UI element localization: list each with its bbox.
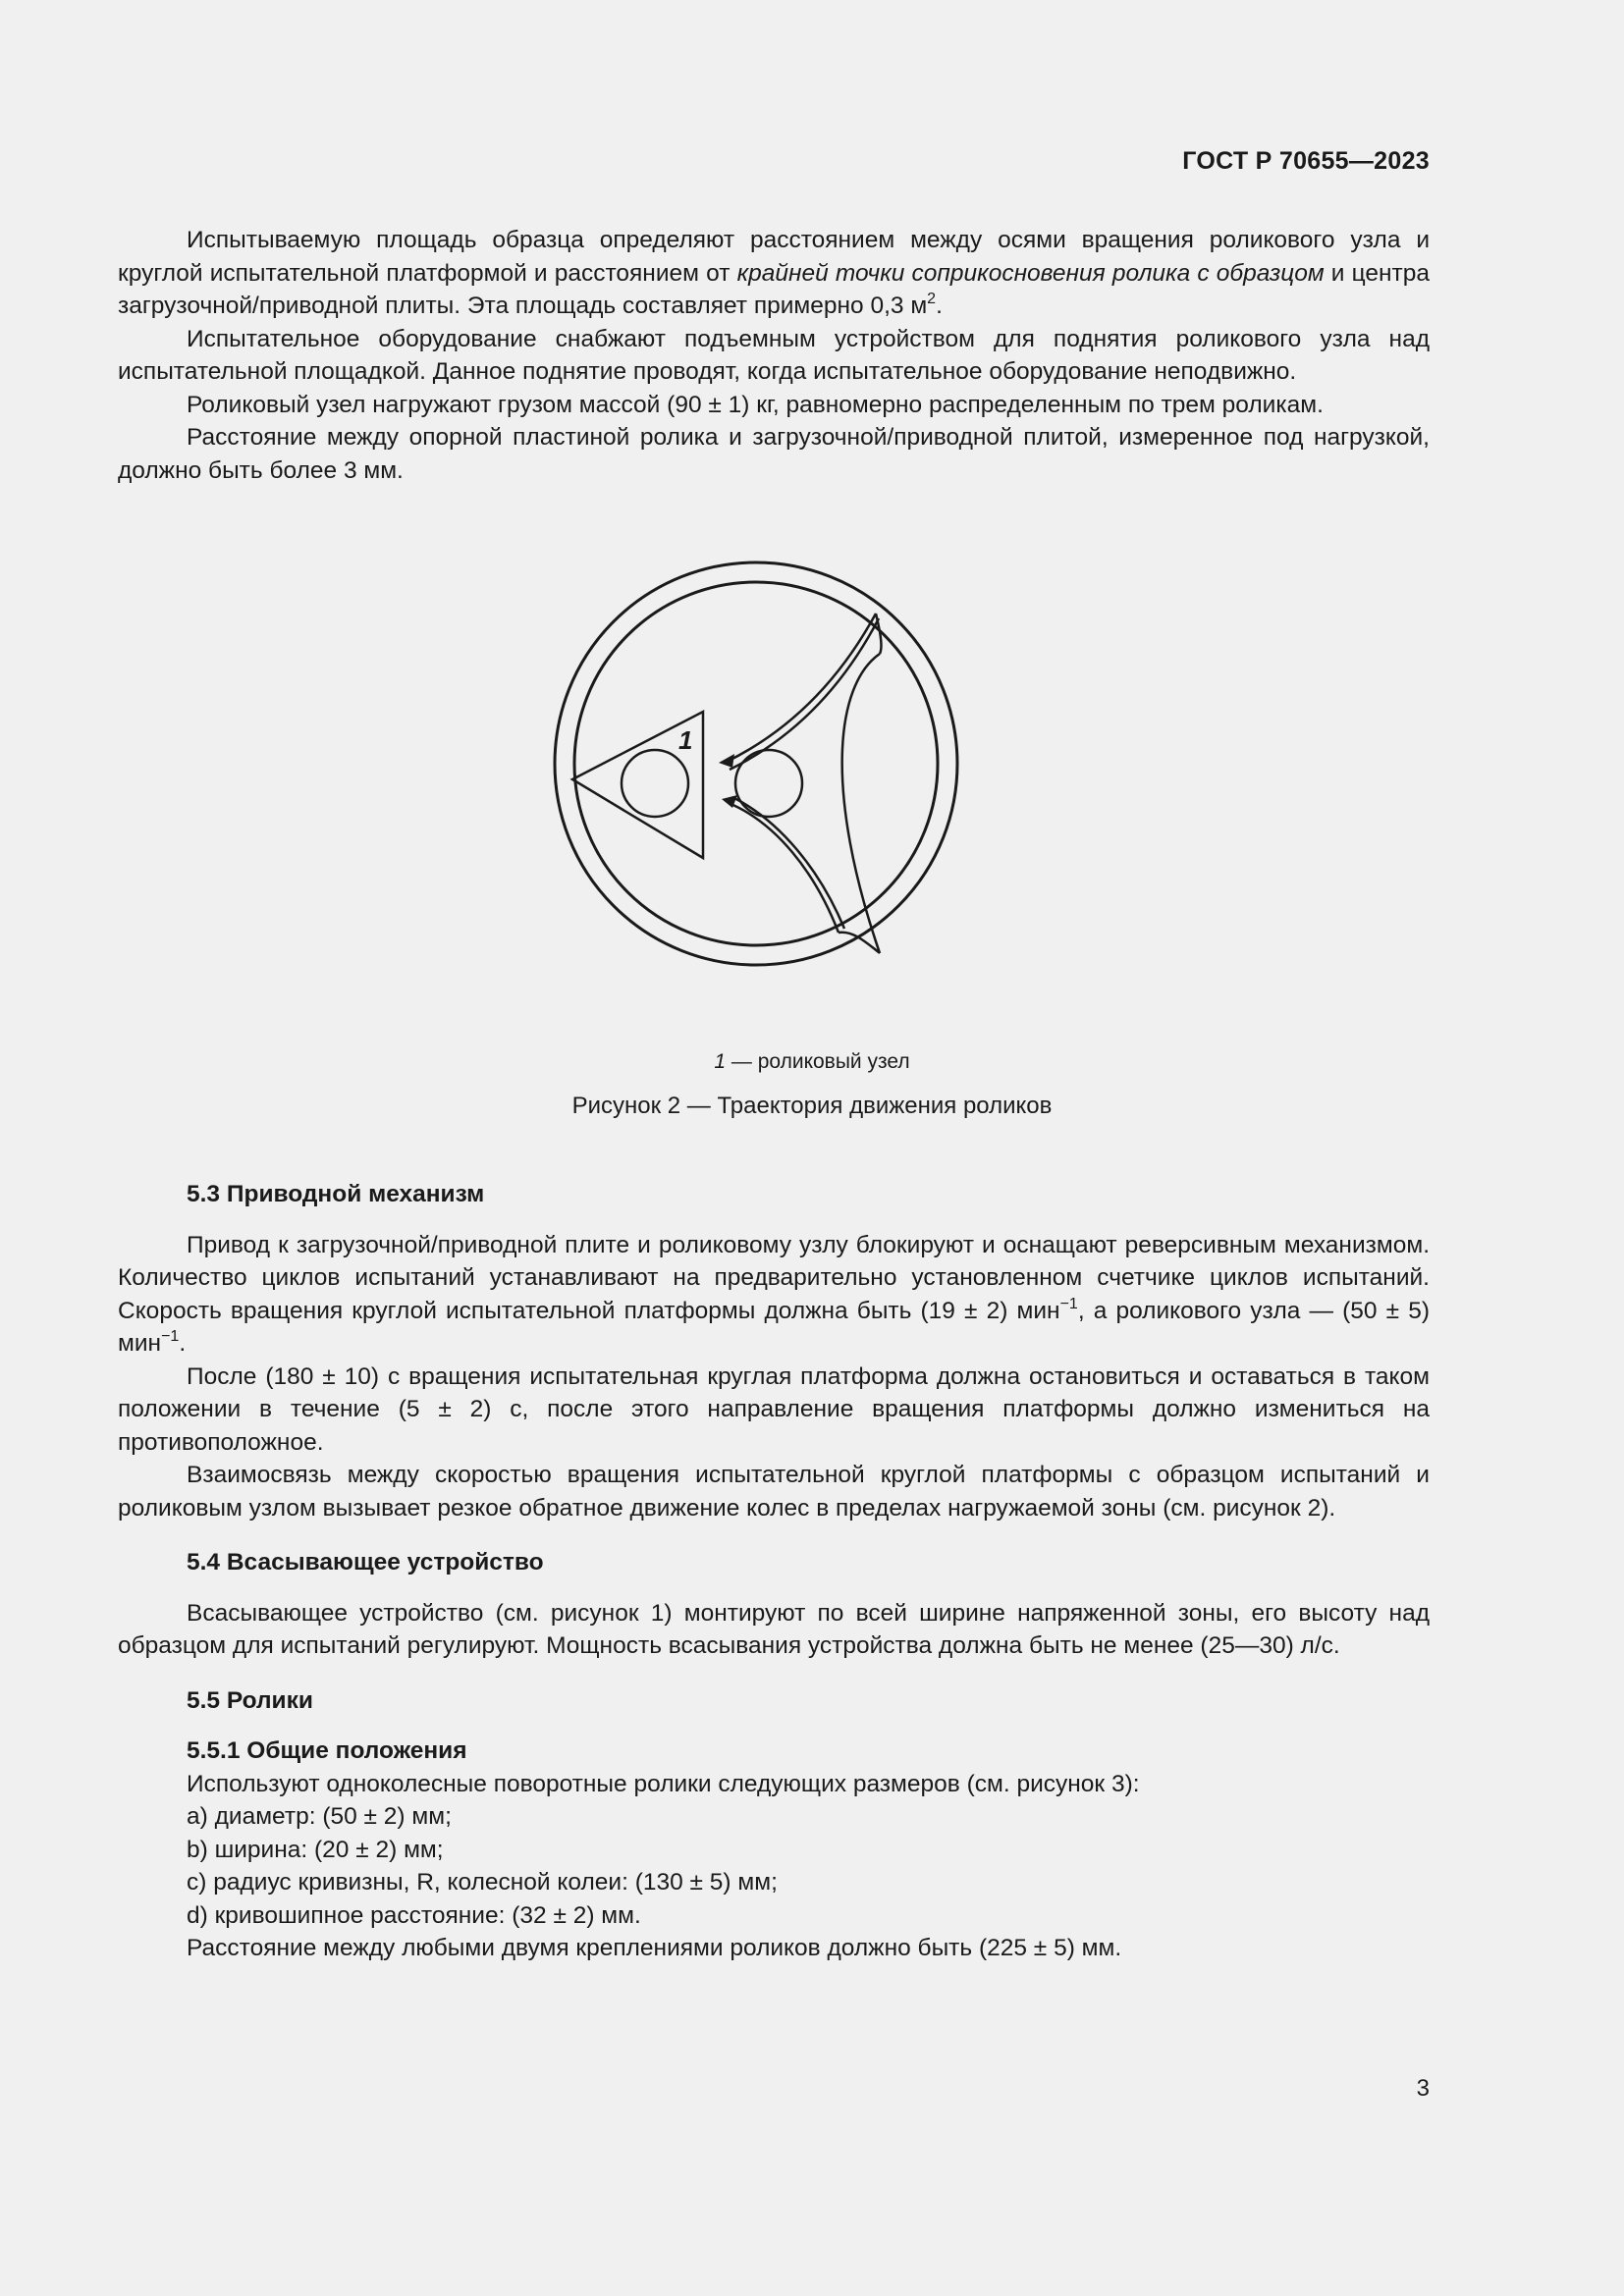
list-item: c) радиус кривизны, R, колесной колеи: (130 ± 5) мм; bbox=[187, 1869, 778, 1896]
paragraph: Испытательное оборудование снабжают подъемным устройством для поднятия роликового узла над испытательной площадкой. Данное поднятие проводят, когда испытательное оборудование неподвижно. bbox=[118, 325, 1430, 385]
roller-trajectory-figure bbox=[540, 548, 972, 980]
trajectory-curves bbox=[727, 614, 881, 953]
list-item: d) кривошипное расстояние: (32 ± 2) мм. bbox=[187, 1901, 641, 1929]
main-sections bbox=[118, 1178, 1430, 1965]
outer-platform-ring bbox=[555, 562, 957, 965]
figure-caption: Рисунок 2 — Траектория движения роликов bbox=[571, 1093, 1053, 1119]
paragraph: Взаимосвязь между скоростью вращения испытательной круглой платформы с образцом испытаний и роликовым узлом вызывает резкое обратное движение колес в пределах нагружаемой зоны (см. рисунок 2). bbox=[118, 1462, 1430, 1522]
section-title-5-4: 5.4 Всасывающее устройство bbox=[187, 1549, 544, 1575]
list-lead: Используют одноколесные поворотные ролики следующих размеров (см. рисунок 3): bbox=[187, 1770, 1140, 1797]
roller-assembly-label: 1 bbox=[678, 725, 693, 755]
paragraph: Испытываемую площадь образца определяют расстоянием между осями вращения роликового узла и круглой испытательной платформой и расстоянием от крайней точки соприкосновения ролика с образцом и центра загрузочной/приводной плиты. Эта площадь составляет примерно 0,3 $м^2$. bbox=[118, 227, 1430, 319]
list-item: b) ширина: (20 ± 2) мм; bbox=[187, 1836, 444, 1863]
paragraph: Привод к загрузочной/приводной плите и роликовому узлу блокируют и оснащают реверсивным механизмом. Количество циклов испытаний устанавливают на предварительно установленном счетчике циклов испытаний. Скорость вращения круглой испытательной платформы должна быть (19 ± 2) мин$^{-1}$, а роликового узла — (50 ± 5) мин$^{-1}$. bbox=[118, 1231, 1430, 1357]
document-id-header: ГОСТ Р 70655—2023 bbox=[1182, 147, 1430, 175]
roller-wheel-left bbox=[622, 750, 688, 817]
intro-section bbox=[118, 224, 1430, 487]
paragraph: Роликовый узел нагружают грузом массой (90 ± 1) кг, равномерно распределенным по трем роликам. bbox=[187, 391, 1324, 418]
figure-legend: 1 — роликовый узел bbox=[714, 1050, 910, 1073]
section-title-5-5: 5.5 Ролики bbox=[187, 1686, 313, 1714]
list-item: a) диаметр: (50 ± 2) мм; bbox=[187, 1803, 452, 1830]
paragraph: Расстояние между опорной пластиной ролика и загрузочной/приводной плитой, измеренное под нагрузкой, должно быть более 3 мм. bbox=[118, 424, 1430, 484]
paragraph: После (180 ± 10) с вращения испытательная круглая платформа должна остановиться и оставаться в таком положении в течение (5 ± 2) с, после этого направление вращения платформы должно измениться на противоположное. bbox=[118, 1362, 1430, 1456]
subsection-title-5-5-1: 5.5.1 Общие положения bbox=[187, 1737, 467, 1764]
paragraph: Всасывающее устройство (см. рисунок 1) монтируют по всей ширине напряженной зоны, его высоту над образцом для испытаний регулируют. Мощность всасывания устройства должна быть не менее (25—30) л/с. bbox=[118, 1599, 1430, 1659]
page-number: 3 bbox=[1416, 2075, 1430, 2102]
section-title-5-3: 5.3 Приводной механизм bbox=[187, 1181, 485, 1207]
paragraph: Расстояние между любыми двумя креплениями роликов должно быть (225 ± 5) мм. bbox=[187, 1935, 1122, 1961]
